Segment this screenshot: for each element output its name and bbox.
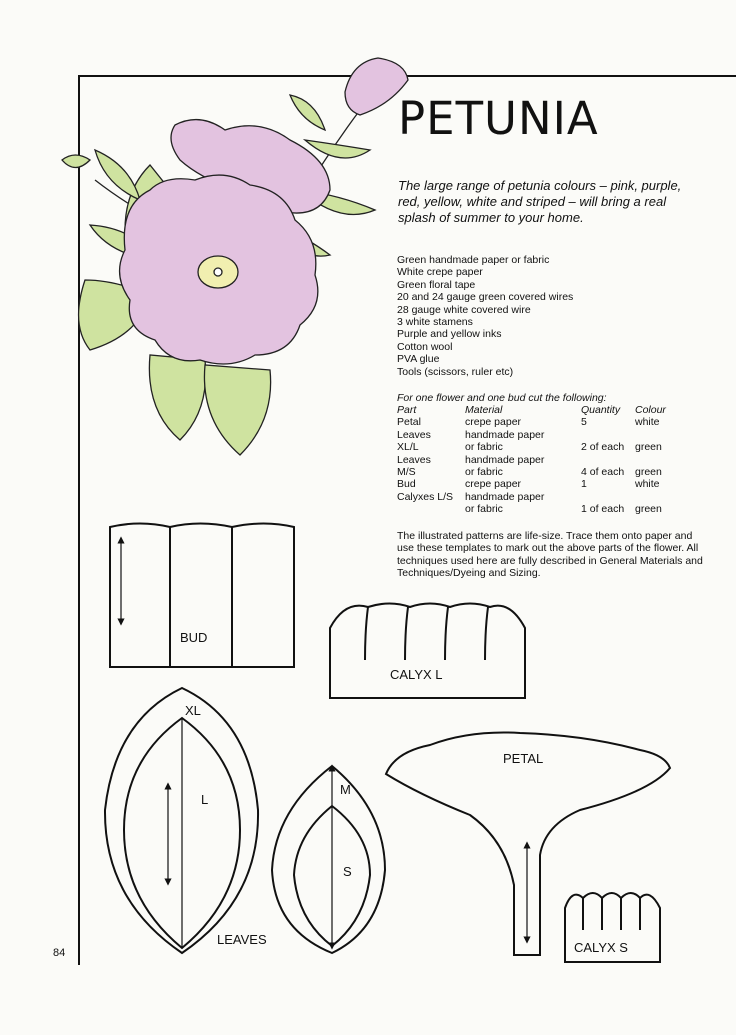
- leaf-xl-label: XL: [185, 703, 201, 718]
- leaf-m-label: M: [340, 782, 351, 797]
- calyx-l-outline: [330, 604, 525, 699]
- cell: M/S: [397, 466, 416, 479]
- bud-template: [110, 524, 294, 668]
- cut-list-heading: For one flower and one bud cut the following:: [397, 392, 607, 404]
- cell: green: [635, 441, 662, 454]
- cell: Bud: [397, 478, 416, 491]
- cell: crepe paper: [465, 416, 522, 429]
- col-quantity: Quantity: [581, 404, 621, 416]
- leaf: [305, 140, 370, 158]
- material-item: 28 gauge white covered wire: [397, 303, 531, 316]
- cell: or fabric: [465, 441, 503, 454]
- material-item: White crepe paper: [397, 266, 483, 279]
- calyx-l-line: [485, 607, 488, 660]
- cell: Calyxes L/S: [397, 490, 454, 503]
- calyx-l-line: [405, 607, 408, 660]
- cell: 2 of each: [581, 441, 625, 454]
- col-colour: Colour: [635, 404, 666, 416]
- cell: 1 of each: [581, 503, 625, 516]
- material-item: Tools (scissors, ruler etc): [397, 365, 514, 378]
- leaves-label: LEAVES: [217, 932, 267, 947]
- calyx-l-line: [445, 607, 448, 660]
- instructions-note: The illustrated patterns are life-size. Trace them onto paper and use these templates to mark out the above parts of the flower. All techniques used here are fully described in General Materials and Techniques/Dyeing and Sizing.: [397, 530, 703, 580]
- cell: or fabric: [465, 466, 503, 479]
- bud-outline: [110, 524, 294, 668]
- cell: green: [635, 503, 662, 516]
- material-item: Purple and yellow inks: [397, 328, 502, 341]
- col-material: Material: [465, 404, 503, 416]
- material-item: Cotton wool: [397, 340, 453, 353]
- flower-eye: [214, 268, 222, 276]
- cell: white: [635, 416, 660, 429]
- leaf-m-template: [272, 766, 385, 953]
- material-item: 3 white stamens: [397, 316, 473, 329]
- material-item: Green floral tape: [397, 278, 476, 291]
- material-item: PVA glue: [397, 353, 440, 366]
- cell: white: [635, 478, 660, 491]
- intro-text: The large range of petunia colours – pink, purple, red, yellow, white and striped – will bring a real splash of summer to your home.: [398, 178, 682, 225]
- calyx-l-label: CALYX L: [390, 667, 443, 682]
- cell: crepe paper: [465, 478, 522, 491]
- leaf-s-label: S: [343, 864, 352, 879]
- leaf: [290, 95, 325, 130]
- calyx-s-label: CALYX S: [574, 940, 628, 955]
- petal-label: PETAL: [503, 751, 544, 766]
- material-item: 20 and 24 gauge green covered wires: [397, 291, 574, 304]
- cell: Leaves: [397, 453, 431, 466]
- cell: handmade paper: [465, 428, 545, 441]
- material-item: Green handmade paper or fabric: [397, 254, 550, 266]
- cell: Leaves: [397, 428, 431, 441]
- cell: handmade paper: [465, 453, 545, 466]
- leaf: [95, 150, 140, 200]
- col-part: Part: [397, 404, 417, 416]
- calyx-l-template: [330, 604, 525, 699]
- leaf: [62, 155, 90, 168]
- leaf: [149, 355, 205, 440]
- petunia-illustration: [62, 58, 408, 455]
- cell: 1: [581, 478, 587, 491]
- calyx-l-line: [365, 607, 368, 660]
- cell: Petal: [397, 416, 421, 429]
- leaf-xl-template: [105, 688, 258, 953]
- cell: green: [635, 466, 662, 479]
- page-title: PETUNIA: [398, 92, 599, 145]
- cell: 4 of each: [581, 466, 625, 479]
- bud-label: BUD: [180, 630, 208, 645]
- leaf: [204, 365, 270, 455]
- cell: or fabric: [465, 503, 503, 516]
- cell: 5: [581, 416, 587, 429]
- cell: XL/L: [397, 441, 419, 454]
- page-number: 84: [53, 947, 66, 959]
- bud: [345, 58, 408, 115]
- leaf-l-label: L: [201, 792, 209, 807]
- cell: handmade paper: [465, 490, 545, 503]
